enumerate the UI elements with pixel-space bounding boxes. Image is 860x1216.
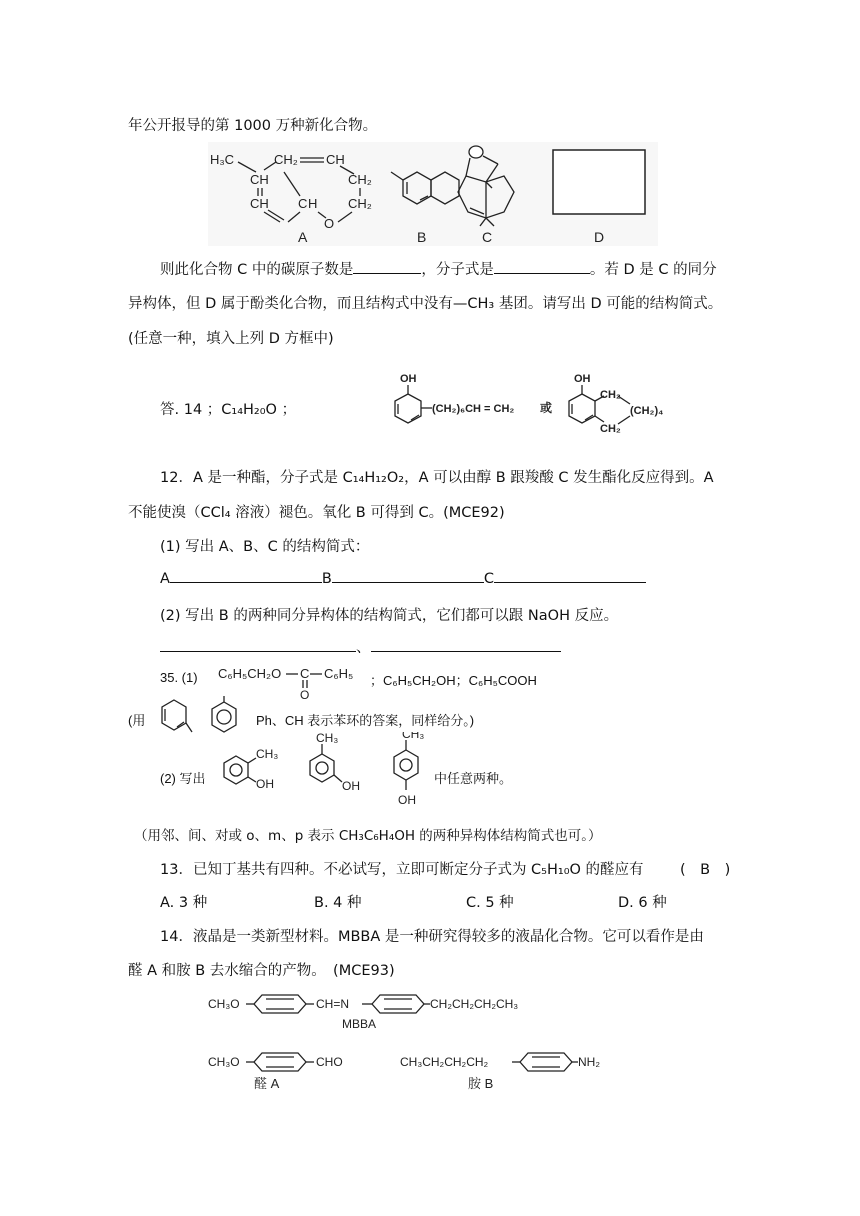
ald-right: CHO [316,1055,343,1069]
ans12-ester-c: C [300,666,310,681]
q12-sep: 、 [356,640,371,656]
q12-label-a: A [160,571,170,587]
ans11-ch2a: CH₂ [600,389,621,401]
label-c: C [482,229,493,245]
ans11-ch2b: CH₂ [600,423,621,435]
intro-line: 年公开报导的第 1000 万种新化合物。 [128,118,378,134]
q13-line1: 13．已知丁基共有四种。不必试写，立即可断定分子式为 C₅H₁₀O 的醛应有 [160,862,644,878]
ans12-part2-end: 中任意两种。 [434,771,513,786]
structures-figure [208,142,658,246]
ans11-ch2n: (CH₂)₄ [630,405,664,417]
a-ch-l1: CH [250,172,269,187]
isomers-svg [210,732,430,812]
a-c-mid: C [298,196,308,211]
label-a: A [298,229,308,245]
a-ch2-r1: CH₂ [348,172,372,187]
ans12-ester-left: C₆H₅CH₂O [218,666,282,681]
q12-line1: 12．A 是一种酯，分子式是 C₁₄H₁₂O₂，A 可以由醇 B 跟羧酸 C 发生酯化反应得到。A [160,470,714,486]
ans12-num: 35. (1) [160,670,198,685]
ans12-rest: ；C₆H₅CH₂OH；C₆H₅COOH [370,673,537,688]
mbba-name: MBBA [342,1017,377,1031]
a-h3c: H₃C [210,152,235,167]
iso1-ch3: CH₃ [256,747,279,761]
amine-left: CH₃CH₂CH₂CH₂ [400,1055,489,1069]
iso3-oh: OH [398,793,416,807]
q11-line1-b: ，分子式是 [421,262,494,278]
answer-11: 答. 14 ；C₁₄H₂₀O ； [160,402,297,418]
q12-sub1: (1) 写出 A、B、C 的结构简式： [160,539,370,555]
q14-structures-svg [206,984,606,1094]
answer-11-svg [378,370,738,450]
note-2: （用邻、间、对或 o、m、p 表示 CH₃C₆H₄OH 的两种异构体结构简式也可。） [134,828,602,844]
q14-structures [206,984,606,1094]
q11-line1 [160,258,717,279]
q11-line1-c: 。若 D 是 C 的同分 [589,262,717,278]
structures-figure-svg [208,142,658,246]
q11-line3: (任意一种，填入上列 D 方框中) [128,331,334,347]
mbba-left: CH₃O [208,997,240,1011]
ald-name: 醛 A [254,1076,280,1091]
mbba-mid: CH=N [316,997,350,1011]
a-ch2-top: CH₂ [274,152,298,167]
ans12-isomers [210,732,430,812]
a-h: H [308,196,318,211]
q14-line1: 14．液晶是一类新型材料。MBBA 是一种研究得较多的液晶化合物。它可以看作是由 [160,929,704,945]
ans12-note-b: Ph、CH 表示苯环的答案，同样给分。) [256,713,475,728]
formula-blank[interactable] [494,259,590,274]
ans12-note-a: (用 [128,713,146,728]
q13-option-d[interactable]: D. 6 种 [618,895,667,911]
q12-isomer-blank-2[interactable] [371,637,561,652]
ans11-or: 或 [540,401,553,415]
q12-sub2: (2) 写出 B 的两种同分异构体的结构简式，它们都可以跟 NaOH 反应。 [160,608,619,624]
amine-right: NH₂ [578,1055,600,1069]
a-o: O [324,216,335,231]
q11-line2: 异构体，但 D 属于酚类化合物，而且结构式中没有—CH₃ 基团。请写出 D 可能的结构简式。 [128,296,723,312]
carbon-count-blank[interactable] [353,259,421,274]
iso1-oh: OH [256,777,274,791]
ans12-part2: (2) 写出 [160,771,206,786]
ald-left: CH₃O [208,1055,240,1069]
q12-line2: 不能使溴（CCl₄ 溶液）褪色。氧化 B 可得到 C。(MCE92) [128,505,505,521]
q12-isomer-blank-1[interactable] [160,637,356,652]
q12-answer-line [160,568,646,587]
a-ch-l2: CH [250,196,269,211]
q12-label-c: C [483,571,494,587]
iso3-ch3: CH₃ [402,732,425,741]
q12-blank-c[interactable] [494,568,646,583]
q14-line2: 醛 A 和胺 B 去水缩合的产物。 (MCE93) [128,963,395,979]
a-ch-top: CH [326,152,345,167]
amine-name: 胺 B [468,1076,494,1091]
q12-sub2-blanks [160,636,561,657]
q12-label-b: B [321,571,332,587]
ans11-oh2: OH [574,373,591,385]
answer-11-structures [378,370,738,450]
iso2-oh: OH [342,779,360,793]
ans12-ester-right: C₆H₅ [324,666,354,681]
a-ch2-r2: CH₂ [348,196,372,211]
label-d: D [594,229,605,245]
q12-blank-a[interactable] [170,568,322,583]
mbba-right: CH₂CH₂CH₂CH₃ [430,997,519,1011]
q13-answer: ( B ) [680,862,731,878]
answer-box-d[interactable] [553,150,645,214]
q12-blank-b[interactable] [332,568,484,583]
q11-line1-a: 则此化合物 C 中的碳原子数是 [160,262,354,278]
ans12-ester-o: O [300,688,310,702]
q13-option-c[interactable]: C. 5 种 [466,895,514,911]
ans11-oh1: OH [400,373,417,385]
q13-option-a[interactable]: A. 3 种 [160,895,208,911]
ans11-chain: (CH₂)₆CH = CH₂ [432,403,515,415]
q13-option-b[interactable]: B. 4 种 [314,895,362,911]
label-b: B [417,229,427,245]
iso2-ch3: CH₃ [316,732,339,745]
